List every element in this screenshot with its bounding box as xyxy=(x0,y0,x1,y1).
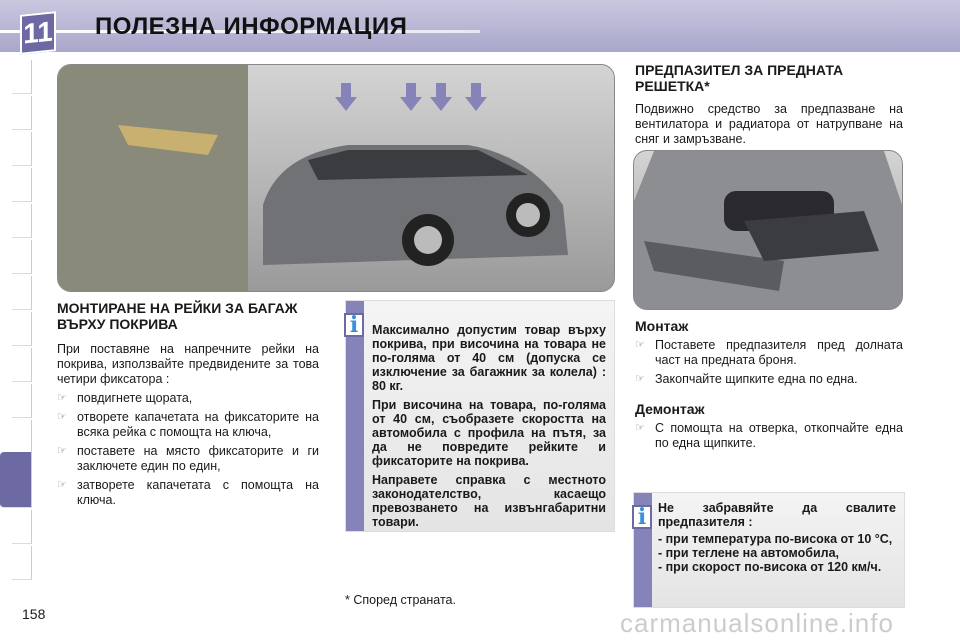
footnote: * Според страната. xyxy=(345,593,456,607)
info-icon: i xyxy=(632,505,652,529)
grille-instructions xyxy=(635,318,903,451)
info-item: - при температура по-висока от 10 °C, xyxy=(658,532,893,546)
roof-steps xyxy=(57,391,319,508)
info-item: - при теглене на автомобила, xyxy=(658,546,840,560)
pointing-hand-icon: ☞ xyxy=(635,373,645,385)
list-item: ☞ поставете на място фиксаторите и ги заключете един по един, xyxy=(57,444,319,473)
roof-bars-section xyxy=(57,300,319,508)
chapter-tab[interactable] xyxy=(12,240,32,274)
roof-heading: МОНТИРАНЕ НА РЕЙКИ ЗА БАГАЖ ВЪРХУ ПОКРИВА xyxy=(57,300,298,332)
pointing-hand-icon: ☞ xyxy=(57,392,67,404)
chapter-tab[interactable] xyxy=(12,510,32,544)
page-title: ПОЛЕЗНА ИНФОРМАЦИЯ xyxy=(95,13,408,40)
chapter-badge: 11 xyxy=(20,11,56,55)
page-number: 158 xyxy=(22,606,46,622)
info-intro: Не забравяйте да свалите предпазителя : xyxy=(658,501,896,529)
pointing-hand-icon: ☞ xyxy=(57,445,67,457)
chapter-tab[interactable] xyxy=(12,384,32,418)
info-paragraph: Максимално допустим товар върху покрива, при височина на товара не по-голяма от 40 см (допуска се изключение за багажник за колела) : 80 кг. xyxy=(372,323,606,393)
chapter-tab[interactable] xyxy=(12,276,32,310)
info-paragraph: При височина на товара, по-голяма от 40 см, съобразете скоростта на автомобила с профила на пътя, за да не повредите рейките и фиксаторите на покрива. xyxy=(372,398,606,468)
dismount-heading: Демонтаж xyxy=(635,401,705,417)
chapter-tabs xyxy=(0,60,32,580)
info-paragraph: Направете справка с местното законодателство, касаещо превозването на извънгабаритни товари. xyxy=(372,473,606,529)
grille-heading: ПРЕДПАЗИТЕЛ ЗА ПРЕДНАТА РЕШЕТКА* xyxy=(635,62,844,94)
pointing-hand-icon: ☞ xyxy=(57,411,67,423)
chapter-tab-active[interactable] xyxy=(0,452,32,508)
list-item: ☞ затворете капачетата с помощта на ключа. xyxy=(57,478,319,507)
mount-heading: Монтаж xyxy=(635,318,689,334)
roof-info-box xyxy=(345,300,615,532)
list-item: ☞ С помощта на отверка, откопчайте една по една щипките. xyxy=(635,421,903,450)
pointing-hand-icon: ☞ xyxy=(635,422,645,434)
car-roof-illustration xyxy=(57,64,615,292)
info-icon: i xyxy=(344,313,364,337)
chapter-tab[interactable] xyxy=(12,348,32,382)
list-item: ☞ отворете капачетата на фиксаторите на всяка рейка с помощта на ключа, xyxy=(57,410,319,439)
pointing-hand-icon: ☞ xyxy=(635,339,645,351)
list-item: ☞ повдигнете щората, xyxy=(57,391,193,405)
chapter-tab[interactable] xyxy=(12,60,32,94)
roof-intro: При поставяне на напречните рейки на покрива, използвайте предвидените за това четири фиксатора : xyxy=(57,342,319,386)
front-grille-illustration xyxy=(633,150,903,310)
grille-intro: Подвижно средство за предпазване на вентилатора и радиатора от натрупване на сняг и замръзване. xyxy=(635,102,903,146)
pointing-hand-icon: ☞ xyxy=(57,479,67,491)
chapter-tab[interactable] xyxy=(12,420,32,454)
chapter-tab[interactable] xyxy=(12,132,32,166)
grille-intro-section xyxy=(635,62,903,147)
watermark: carmanualsonline.info xyxy=(620,608,894,638)
list-item: ☞ Закопчайте щипките една по една. xyxy=(635,372,858,386)
chapter-tab[interactable] xyxy=(12,96,32,130)
chapter-tab[interactable] xyxy=(12,546,32,580)
list-item: ☞ Поставете предпазителя пред долната част на предната броня. xyxy=(635,338,903,367)
chapter-tab[interactable] xyxy=(12,204,32,238)
grille-info-box xyxy=(633,492,905,608)
chapter-tab[interactable] xyxy=(12,168,32,202)
chapter-tab[interactable] xyxy=(12,312,32,346)
page-header xyxy=(0,0,960,52)
info-item: - при скорост по-висока от 120 км/ч. xyxy=(658,560,882,574)
